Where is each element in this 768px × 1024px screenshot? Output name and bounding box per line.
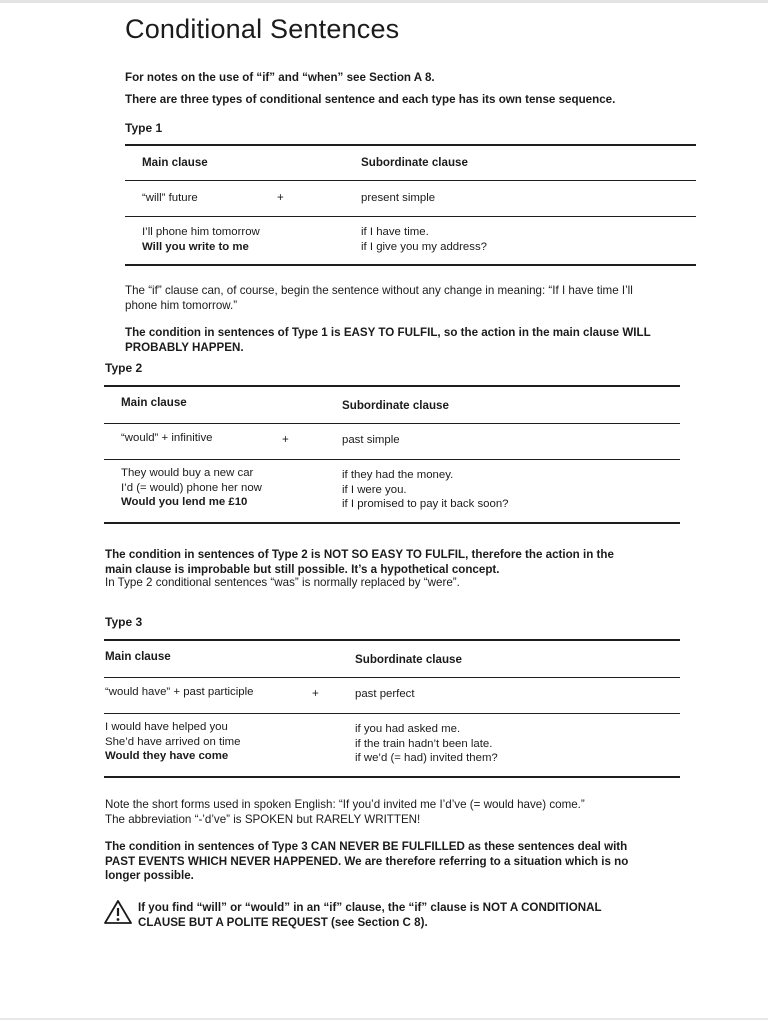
- type2-note: [105, 576, 460, 591]
- intro-line-1: For notes on the use of “if” and “when” see Section A 8.: [125, 71, 435, 84]
- type3-form-main: “would have” + past participle: [105, 686, 254, 698]
- type2-example-sub-2: if I were you.: [342, 483, 407, 496]
- type1-note-line-2: phone him tomorrow.”: [125, 298, 238, 312]
- type2-example-main-3: Would you lend me £10: [121, 496, 248, 509]
- type1-header-sub: Subordinate clause: [361, 156, 468, 169]
- type2-note-line: In Type 2 conditional sentences “was” is normally replaced by “were”.: [105, 576, 460, 589]
- warning-line-2: CLAUSE BUT A POLITE REQUEST (see Section C 8).: [138, 915, 428, 929]
- type2-rule-form: [104, 459, 680, 460]
- type2-example-sub-3: if I promised to pay it back soon?: [342, 498, 509, 511]
- type1-condition-line-2: PROBABLY HAPPEN.: [125, 340, 244, 354]
- type1-rule-header: [125, 180, 696, 181]
- type1-example-main-1: I’ll phone him tomorrow: [142, 226, 260, 238]
- type1-rule-form: [125, 216, 696, 217]
- type3-rule-form: [104, 713, 680, 714]
- type2-rule-bottom: [104, 522, 680, 524]
- type1-rule-bottom: [125, 264, 696, 266]
- type1-rule-top: [125, 144, 696, 146]
- type1-table: [125, 144, 696, 269]
- type3-label: Type 3: [105, 615, 143, 629]
- type3-example-main-3: Would they have come: [105, 750, 229, 763]
- type2-label: Type 2: [105, 361, 143, 375]
- type2-form-main: “would” + infinitive: [121, 432, 213, 444]
- type2-plus: +: [282, 433, 289, 446]
- type1-form-sub: present simple: [361, 192, 436, 204]
- type1-header-main: Main clause: [142, 156, 208, 169]
- type3-header-sub: Subordinate clause: [355, 653, 462, 666]
- type2-rule-header: [104, 423, 680, 424]
- type3-examples-main: [105, 720, 241, 764]
- type2-example-main-1: They would buy a new car: [121, 467, 254, 479]
- type1-example-sub-2: if I give you my address?: [361, 240, 487, 253]
- scan-top-edge: [0, 0, 768, 3]
- type3-note: [105, 798, 585, 827]
- type3-condition-line-3: longer possible.: [105, 869, 194, 882]
- type1-plus: +: [277, 191, 284, 204]
- type3-note-line-2: The abbreviation “-’d’ve” is SPOKEN but RARELY WRITTEN!: [105, 812, 421, 826]
- intro-paragraph-2: [125, 93, 615, 108]
- type3-form-sub: past perfect: [355, 688, 415, 700]
- type3-example-sub-3: if we’d (= had) invited them?: [355, 752, 498, 765]
- type3-condition-line-1: The condition in sentences of Type 3 CAN NEVER BE FULFILLED as these sentences deal with: [105, 840, 628, 853]
- type2-example-main-2: I’d (= would) phone her now: [121, 481, 262, 494]
- type3-example-sub-1: if you had asked me.: [355, 723, 461, 735]
- type2-condition-line-2: main clause is improbable but still possible. It’s a hypothetical concept.: [105, 562, 500, 576]
- type2-form-sub: past simple: [342, 434, 400, 446]
- type2-example-sub-1: if they had the money.: [342, 469, 454, 481]
- type1-note: [125, 284, 633, 313]
- type2-examples-sub: [342, 468, 509, 512]
- intro-line-2: There are three types of conditional sentence and each type has its own tense sequence.: [125, 93, 616, 106]
- type3-example-main-1: I would have helped you: [105, 721, 228, 733]
- type3-condition: [105, 840, 628, 884]
- type2-header-main: Main clause: [121, 396, 187, 409]
- type3-rule-header: [104, 677, 680, 678]
- type1-examples-sub: [361, 225, 487, 254]
- type2-rule-top: [104, 385, 680, 387]
- type1-form-main: “will” future: [142, 192, 198, 204]
- type3-note-line-1: Note the short forms used in spoken English: “If you’d invited me I’d’ve (= would have) come.”: [105, 798, 585, 811]
- type2-condition: [105, 548, 614, 577]
- type1-label: Type 1: [125, 121, 163, 135]
- type2-header-sub: Subordinate clause: [342, 399, 449, 412]
- warning-triangle-icon: [103, 899, 133, 925]
- page-title: Conditional Sentences: [125, 14, 400, 44]
- scan-bottom-edge: [0, 1018, 768, 1020]
- intro-paragraph: [125, 71, 435, 86]
- type3-plus: +: [312, 687, 319, 700]
- type1-condition: [125, 326, 651, 355]
- type3-example-sub-2: if the train hadn’t been late.: [355, 737, 493, 750]
- type2-table: [104, 385, 680, 527]
- type2-condition-line-1: The condition in sentences of Type 2 is NOT SO EASY TO FULFIL, therefore the action in the: [105, 548, 614, 561]
- type3-example-main-2: She’d have arrived on time: [105, 735, 241, 748]
- type2-examples-main: [121, 466, 262, 510]
- type3-rule-top: [104, 639, 680, 641]
- type1-note-line-1: The “if” clause can, of course, begin the sentence without any change in meaning: “If I have time I’ll: [125, 284, 633, 297]
- warning-line-1: If you find “will” or “would” in an “if” clause, the “if” clause is NOT A CONDITIONAL: [138, 901, 602, 914]
- type3-condition-line-2: PAST EVENTS WHICH NEVER HAPPENED. We are therefore referring to a situation which is no: [105, 854, 629, 868]
- type3-examples-sub: [355, 722, 498, 766]
- type1-condition-line-1: The condition in sentences of Type 1 is EASY TO FULFIL, so the action in the main clause WILL: [125, 326, 651, 339]
- type3-header-main: Main clause: [105, 650, 171, 663]
- type3-table: [104, 639, 680, 781]
- type1-example-sub-1: if I have time.: [361, 226, 429, 238]
- type1-example-main-2: Will you write to me: [142, 240, 249, 253]
- type1-examples-main: [142, 225, 260, 254]
- warning-note: [138, 901, 602, 930]
- type3-rule-bottom: [104, 776, 680, 778]
